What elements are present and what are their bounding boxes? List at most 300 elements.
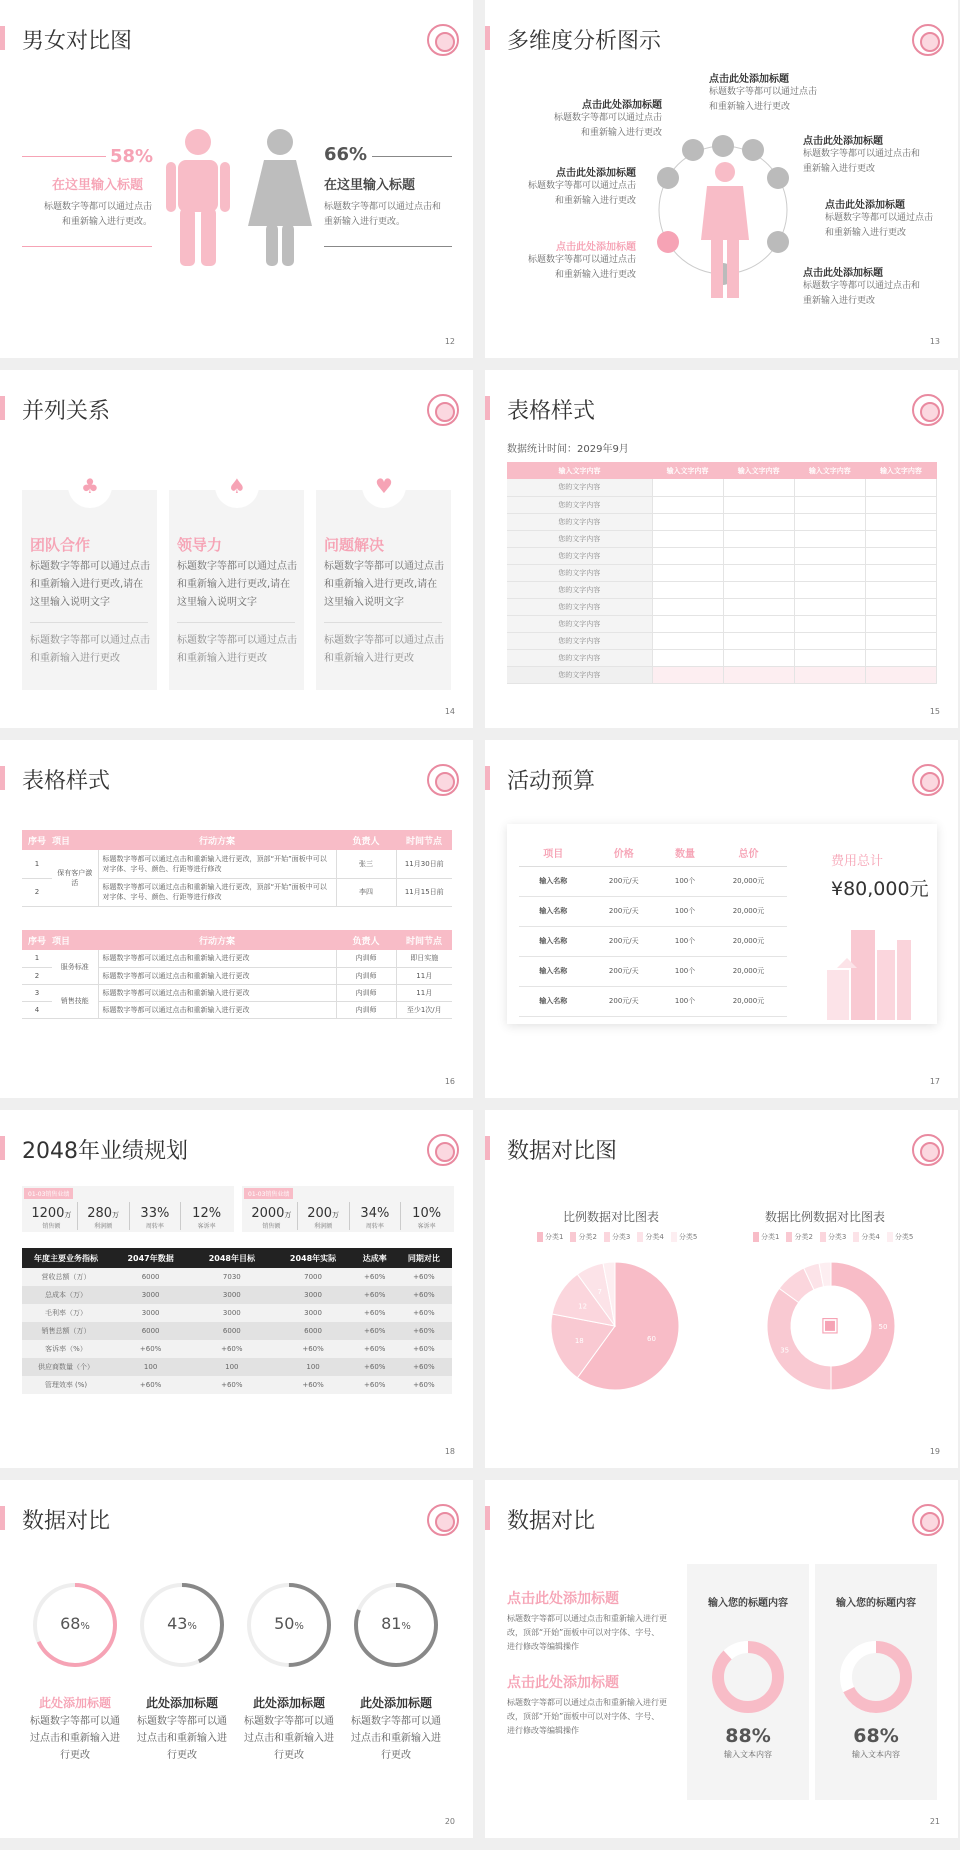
table-row <box>22 1268 452 1286</box>
cell: 至少1次/月 <box>406 1005 442 1014</box>
slide-title: 表格样式 <box>507 394 595 425</box>
table-row <box>507 649 937 666</box>
kpi-unit: 万 <box>332 1211 340 1219</box>
kpi-label: 利润额 <box>94 1223 113 1230</box>
header-cell: 输入文字内容 <box>558 466 601 475</box>
person-card-icon: ▣ <box>820 1312 840 1336</box>
cell: +60% <box>139 1345 162 1353</box>
donut-fill <box>718 1647 778 1707</box>
cell: 11月15日前 <box>404 888 444 896</box>
kpi-label: 利润额 <box>314 1223 333 1230</box>
table-row <box>22 1376 452 1394</box>
cell <box>723 666 794 683</box>
slide-21 <box>485 1480 958 1838</box>
businessman-icon <box>697 160 753 300</box>
value-number: 50 <box>274 1614 295 1633</box>
value-unit: % <box>294 1621 304 1632</box>
ring-title: 此处添加标题 <box>145 1696 218 1710</box>
cell <box>865 513 936 530</box>
cell: +60% <box>413 1327 435 1335</box>
legend-item: 分类3 <box>604 1232 630 1242</box>
cell <box>865 496 936 513</box>
ring-group <box>22 1580 452 1810</box>
card-divider <box>30 622 148 623</box>
kpi-unit: 万 <box>112 1211 120 1219</box>
kpi-label: 周转率 <box>145 1223 164 1230</box>
cell: 3 <box>34 988 40 997</box>
table-row <box>22 1340 452 1358</box>
cell: +60% <box>413 1273 435 1281</box>
slide-title: 男女对比图 <box>22 24 132 55</box>
ring-desc: 标题数字等都可以通过点击和重新输入进行更改 <box>244 1716 334 1761</box>
cell: +60% <box>413 1345 435 1353</box>
card-title: 领导力 <box>177 536 223 554</box>
cell: 100 <box>306 1363 320 1371</box>
cell: 销售总额（万） <box>41 1327 91 1335</box>
slide-title: 数据对比 <box>507 1504 595 1535</box>
cell: 100个 <box>674 937 696 945</box>
slide-14 <box>0 370 473 728</box>
cell: +60% <box>221 1381 243 1389</box>
logo-icon <box>427 1134 459 1166</box>
cell <box>794 479 865 496</box>
item-title: 点击此处添加标题 <box>803 268 883 279</box>
cell <box>865 666 936 683</box>
slide-17 <box>485 740 958 1098</box>
table-row <box>519 986 787 1016</box>
slice-label: 60 <box>647 1334 656 1343</box>
cell <box>652 479 723 496</box>
cell <box>865 615 936 632</box>
cell <box>794 513 865 530</box>
item-desc: 标题数字等都可以通过点击和重新输入进行更改 <box>527 255 636 280</box>
slide-title: 活动预算 <box>507 764 595 795</box>
table-row <box>519 956 787 986</box>
cell <box>723 615 794 632</box>
cell <box>723 649 794 666</box>
item-4 <box>709 70 824 115</box>
legend-item: 分类5 <box>671 1232 697 1242</box>
header-cell: 输入文字内容 <box>808 466 851 475</box>
cell: +60% <box>364 1327 386 1335</box>
item-title: 点击此处添加标题 <box>582 100 662 111</box>
cell: 11月 <box>416 988 433 997</box>
header-cell: 数量 <box>675 849 696 861</box>
table-header-row <box>22 1248 452 1268</box>
cell: 张三 <box>336 850 396 878</box>
card-team <box>22 474 157 690</box>
cell <box>865 581 936 598</box>
value-number: 81 <box>381 1614 402 1633</box>
table-row <box>519 866 787 896</box>
cell: +60% <box>302 1381 324 1389</box>
cell <box>794 666 865 683</box>
card-note: 标题数字等都可以通过点击和重新输入进行更改 <box>324 635 444 664</box>
item-title: 点击此处添加标题 <box>556 168 636 179</box>
ring-desc: 标题数字等都可以通过点击和重新输入进行更改 <box>351 1716 441 1761</box>
logo-icon <box>912 764 944 796</box>
header-cell: 负责人 <box>352 836 380 847</box>
cell: 内训师 <box>336 1001 396 1018</box>
table-row <box>507 632 937 649</box>
cell: 输入名称 <box>539 907 568 915</box>
ring-title: 此处添加标题 <box>38 1696 111 1710</box>
cell <box>865 649 936 666</box>
logo-icon <box>427 24 459 56</box>
cell: 您的文字内容 <box>507 530 652 547</box>
slide-16 <box>0 740 473 1098</box>
cell <box>794 598 865 615</box>
page-number: 17 <box>929 1077 940 1086</box>
slide-title: 数据对比 <box>22 1504 110 1535</box>
cell: 200元/天 <box>608 907 639 915</box>
cell: 4 <box>34 1005 40 1014</box>
kpi-label: 客诉率 <box>417 1223 436 1230</box>
item-title: 点击此处添加标题 <box>803 136 883 147</box>
table-row <box>22 1322 452 1340</box>
logo-icon <box>427 394 459 426</box>
cell: 3000 <box>222 1291 241 1299</box>
cell: +60% <box>364 1309 386 1317</box>
cell: 服务标准 <box>52 950 98 984</box>
header-cell: 负责人 <box>352 936 380 947</box>
item-desc: 标题数字等都可以通过点击和重新输入进行更改 <box>553 113 662 138</box>
header-cell: 2047年数据 <box>127 1253 174 1263</box>
cell: 3000 <box>304 1309 322 1317</box>
cell: +60% <box>413 1363 435 1371</box>
cell: 您的文字内容 <box>507 666 652 683</box>
cell: 200元/天 <box>608 997 639 1005</box>
cell <box>652 666 723 683</box>
cell <box>723 632 794 649</box>
slide-20 <box>0 1480 473 1838</box>
cell: +60% <box>413 1291 435 1299</box>
logo-icon <box>427 1504 459 1536</box>
cell: 6000 <box>141 1273 160 1281</box>
cell: 200元/天 <box>608 967 639 975</box>
block-title: 点击此处添加标题 <box>507 1591 619 1607</box>
cell: 6000 <box>141 1327 160 1335</box>
cell: 标题数字等都可以通过点击和重新输入进行更改 <box>98 1001 336 1018</box>
slice-label: 12 <box>578 1302 588 1311</box>
cell: 100个 <box>674 997 696 1005</box>
header-cell: 时间节点 <box>405 836 442 847</box>
card-title: 输入您的标题内容 <box>708 1598 788 1609</box>
table-row <box>22 1286 452 1304</box>
cell: 11月30日前 <box>404 859 444 868</box>
cell: 3000 <box>141 1309 160 1317</box>
cell: 您的文字内容 <box>507 513 652 530</box>
cell: 您的文字内容 <box>507 598 652 615</box>
header-cell: 年度主要业务指标 <box>34 1253 98 1263</box>
ring-value <box>343 1614 449 1633</box>
cell: 您的文字内容 <box>507 564 652 581</box>
kpi-label: 周转率 <box>365 1223 384 1230</box>
header-cell: 序号 <box>27 836 46 847</box>
slide-18 <box>0 1110 473 1468</box>
header-cell: 行动方案 <box>198 836 235 847</box>
cell <box>794 581 865 598</box>
cell: +60% <box>139 1381 162 1389</box>
ring-title: 此处添加标题 <box>359 1696 432 1710</box>
cell: 100个 <box>674 907 696 915</box>
header-cell: 总价 <box>738 849 759 861</box>
value-number: 43 <box>167 1614 188 1633</box>
header-cell: 项目 <box>52 936 71 947</box>
item-7 <box>803 264 928 309</box>
card-value: 88% <box>725 1725 771 1747</box>
cell: 20,000元 <box>732 937 765 945</box>
cell: 标题数字等都可以通过点击和重新输入进行更改 <box>98 984 336 1001</box>
cell: 7000 <box>304 1273 322 1281</box>
kpi-group-2 <box>242 1186 454 1232</box>
card-desc: 标题数字等都可以通过点击和重新输入进行更改,请在这里输入说明文字 <box>30 561 150 608</box>
ring-item <box>22 1580 128 1764</box>
header-cell: 行动方案 <box>198 936 235 947</box>
table-row <box>22 984 452 1001</box>
page-number: 15 <box>929 707 940 716</box>
cell <box>865 479 936 496</box>
donut-progress <box>710 1639 786 1715</box>
cell <box>794 649 865 666</box>
page-number: 19 <box>929 1447 940 1456</box>
cell <box>865 530 936 547</box>
header-cell: 2048年目标 <box>208 1253 255 1263</box>
cell: 3000 <box>141 1291 160 1299</box>
logo-icon <box>912 24 944 56</box>
slide-title: 2048年业绩规划 <box>22 1134 188 1165</box>
header-cell: 价格 <box>613 849 634 861</box>
cell <box>723 530 794 547</box>
cell: 您的文字内容 <box>507 615 652 632</box>
cell <box>652 632 723 649</box>
cell: 标题数字等都可以通过点击和重新输入进行更改，顶部“开始”面板中可以对字体、字号、颜色、行距等进行修改 <box>98 850 336 878</box>
cell: 20,000元 <box>732 997 765 1005</box>
logo-icon <box>912 394 944 426</box>
cell <box>794 547 865 564</box>
kpi-item <box>246 1202 298 1230</box>
cell: 输入名称 <box>539 937 568 945</box>
card-label: 输入文本内容 <box>852 1750 900 1759</box>
block-desc: 标题数字等都可以通过点击和重新输入进行更改，顶部“开始”面板中可以对字体、字号、进行修改等编辑操作 <box>507 1698 667 1735</box>
item-title: 点击此处添加标题 <box>709 74 789 85</box>
logo-icon <box>427 764 459 796</box>
metric-card <box>687 1564 809 1800</box>
item-desc: 标题数字等都可以通过点击和重新输入进行更改 <box>803 281 921 306</box>
pie-slice <box>767 1288 831 1390</box>
cell <box>652 598 723 615</box>
ring-desc: 标题数字等都可以通过点击和重新输入进行更改 <box>137 1716 227 1761</box>
slice-label: 50 <box>878 1323 888 1331</box>
metric-card <box>815 1564 937 1800</box>
table-header-row <box>519 840 787 866</box>
leader-icon: ♠ <box>215 464 259 508</box>
kpi-tag: 01-03销售业绩 <box>24 1188 73 1199</box>
ring-title: 此处添加标题 <box>252 1696 325 1710</box>
page-number: 16 <box>444 1077 455 1086</box>
cell: 总成本（万） <box>45 1291 87 1299</box>
cell: +60% <box>364 1381 386 1389</box>
chart-2-legend <box>753 1232 913 1242</box>
table-row <box>507 666 937 683</box>
table-row <box>507 547 937 564</box>
cell: 内训师 <box>336 984 396 1001</box>
item-2 <box>521 164 636 209</box>
cell <box>794 496 865 513</box>
item-5 <box>803 132 928 177</box>
cell: 保有客户激活 <box>52 850 98 906</box>
cell <box>865 632 936 649</box>
left-percent: 58% <box>110 146 154 167</box>
kpi-unit: 万 <box>64 1211 72 1219</box>
slide-title: 数据对比图 <box>507 1134 617 1165</box>
cell: 2 <box>34 971 40 980</box>
cell: +60% <box>364 1273 386 1281</box>
slide-title: 多维度分析图示 <box>507 24 661 55</box>
header-cell: 项目 <box>543 849 564 861</box>
legend-item: 分类1 <box>753 1232 779 1242</box>
cell: 您的文字内容 <box>507 496 652 513</box>
value-number: 68 <box>60 1614 81 1633</box>
card-title: 团队合作 <box>30 536 91 554</box>
cell: +60% <box>413 1309 435 1317</box>
cell: 20,000元 <box>732 877 765 885</box>
header-cell: 达成率 <box>362 1253 387 1263</box>
cell: 100个 <box>674 877 696 885</box>
kpi-value: 10% <box>412 1206 442 1221</box>
cell: +60% <box>364 1345 386 1353</box>
cell: +60% <box>302 1345 324 1353</box>
cell <box>723 496 794 513</box>
cell <box>723 513 794 530</box>
cell: 毛利率（万） <box>45 1309 87 1317</box>
kpi-value: 12% <box>192 1206 222 1221</box>
left-block-1 <box>507 1588 667 1654</box>
kpi-item <box>78 1202 130 1230</box>
page-number: 14 <box>444 707 455 716</box>
header-cell: 输入文字内容 <box>737 466 780 475</box>
cell: +60% <box>364 1363 386 1371</box>
item-6 <box>825 196 935 241</box>
table-row <box>507 615 937 632</box>
total-label: 费用总计 <box>831 854 884 869</box>
metric-cards <box>687 1564 937 1800</box>
cell: 供应商数量（个） <box>38 1363 94 1371</box>
cell: 11月 <box>416 971 433 980</box>
item-desc: 标题数字等都可以通过点击和重新输入进行更改 <box>825 213 934 238</box>
cell: 100个 <box>674 967 696 975</box>
cell: 3000 <box>222 1309 241 1317</box>
right-line <box>372 156 452 157</box>
kpi-value: 280 <box>87 1206 113 1221</box>
cell: 100 <box>225 1363 239 1371</box>
action-table-2 <box>22 930 452 1019</box>
ring-value <box>129 1614 235 1633</box>
kpi-row <box>246 1202 452 1230</box>
kpi-label: 客诉率 <box>197 1223 216 1230</box>
page-number: 21 <box>929 1817 940 1826</box>
cell: 100 <box>143 1363 158 1371</box>
header-cell: 输入文字内容 <box>666 466 709 475</box>
cell: 6000 <box>222 1327 241 1335</box>
pie-chart-1 <box>549 1260 681 1392</box>
header-cell: 输入文字内容 <box>879 466 922 475</box>
logo-icon <box>912 1134 944 1166</box>
left-underline <box>22 246 152 247</box>
block-title: 点击此处添加标题 <box>507 1675 619 1691</box>
item-title: 点击此处添加标题 <box>825 200 905 211</box>
cell <box>652 615 723 632</box>
block-desc: 标题数字等都可以通过点击和重新输入进行更改，顶部“开始”面板中可以对字体、字号、进行修改等编辑操作 <box>507 1614 667 1651</box>
cell <box>794 632 865 649</box>
cell: 200元/天 <box>608 937 639 945</box>
table-row <box>22 850 452 878</box>
slice-label: 18 <box>574 1337 584 1346</box>
cell: 1 <box>34 954 40 963</box>
slide-19 <box>485 1110 958 1468</box>
card-note: 标题数字等都可以通过点击和重新输入进行更改 <box>30 635 150 664</box>
cell: 标题数字等都可以通过点击和重新输入进行更改，顶部“开始”面板中可以对字体、字号、颜色、行距等进行修改 <box>98 878 336 906</box>
ring-value <box>22 1614 128 1633</box>
header-cell: 同期对比 <box>407 1253 440 1263</box>
slide-13 <box>485 0 958 358</box>
page-number: 18 <box>444 1447 455 1456</box>
table-row <box>22 950 452 967</box>
chart-1-title: 比例数据对比图表 <box>563 1210 660 1224</box>
cell <box>794 530 865 547</box>
item-desc: 标题数字等都可以通过点击和重新输入进行更改 <box>709 87 818 112</box>
value-unit: % <box>80 1621 90 1632</box>
ring-desc: 标题数字等都可以通过点击和重新输入进行更改 <box>30 1716 120 1761</box>
left-block-2 <box>507 1672 667 1738</box>
team-icon: ♣ <box>68 464 112 508</box>
cell: 李四 <box>336 878 396 906</box>
chat-person-icon: ♥ <box>362 464 406 508</box>
cell: 内训师 <box>336 950 396 967</box>
legend-item: 分类3 <box>820 1232 846 1242</box>
card-desc: 标题数字等都可以通过点击和重新输入进行更改,请在这里输入说明文字 <box>177 561 297 608</box>
cell: 您的文字内容 <box>507 632 652 649</box>
header-cell: 时间节点 <box>405 936 442 947</box>
card-value: 68% <box>853 1725 899 1747</box>
cell: 标题数字等都可以通过点击和重新输入进行更改 <box>98 967 336 984</box>
header-cell: 项目 <box>52 836 71 847</box>
male-figure-icon <box>158 128 238 268</box>
cell: 输入名称 <box>539 877 568 885</box>
page-number: 20 <box>444 1817 455 1826</box>
kpi-item <box>350 1202 402 1230</box>
cell: 营收总额（万） <box>41 1273 91 1281</box>
legend-item: 分类2 <box>786 1232 812 1242</box>
cell <box>723 479 794 496</box>
cell: 您的文字内容 <box>507 581 652 598</box>
cell: 6000 <box>304 1327 322 1335</box>
kpi-item <box>181 1202 232 1230</box>
card-divider <box>324 622 442 623</box>
table-row <box>507 496 937 513</box>
cell: +60% <box>364 1291 386 1299</box>
data-table <box>507 462 937 684</box>
chart-1-legend <box>537 1232 697 1242</box>
legend-item: 分类4 <box>637 1232 663 1242</box>
cell: 2 <box>34 888 40 896</box>
right-percent: 66% <box>324 144 368 165</box>
header-cell: 2048年实际 <box>289 1253 337 1263</box>
slide-15 <box>485 370 958 728</box>
kpi-item <box>26 1202 78 1230</box>
kpi-item <box>298 1202 350 1230</box>
right-underline <box>324 246 452 247</box>
